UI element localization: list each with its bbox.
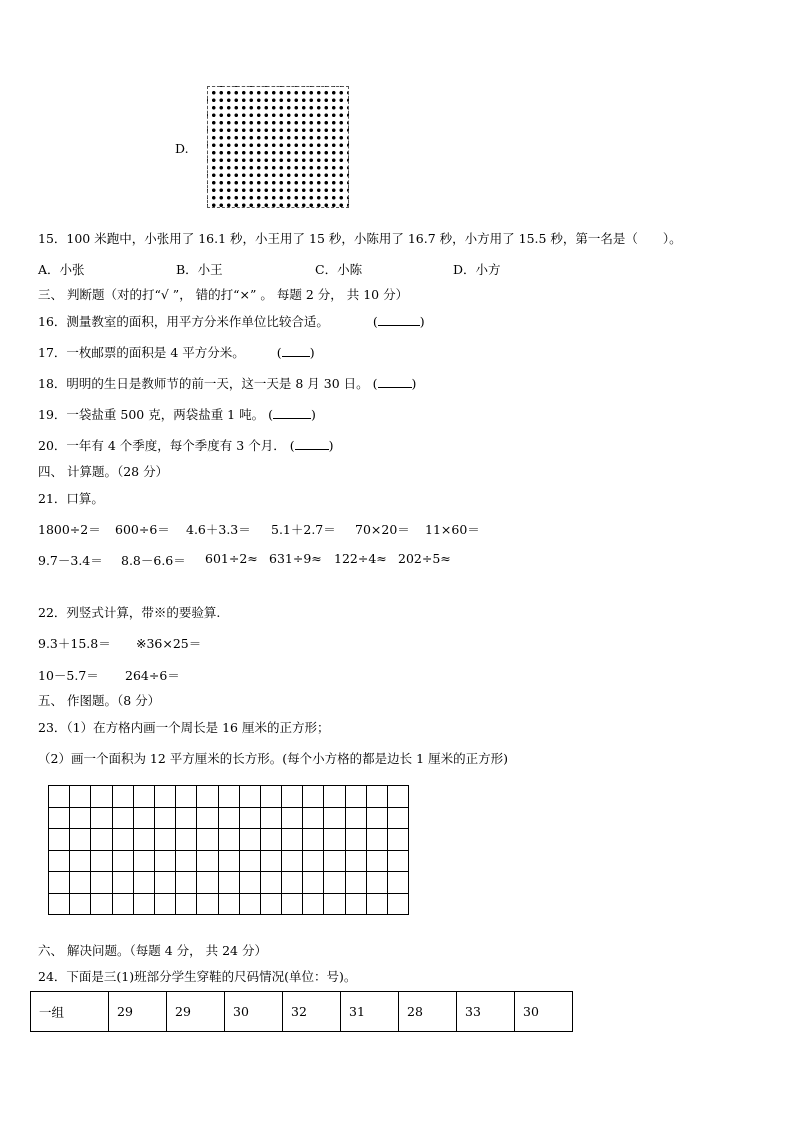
question-21-label: 21．口算。 — [38, 491, 104, 506]
answer-blank[interactable] — [273, 408, 311, 419]
grid-cell[interactable] — [49, 807, 70, 829]
table-cell: 28 — [399, 992, 457, 1032]
question-20-text: 20．一年有 4 个季度，每个季度有 3 个月． — [38, 438, 286, 453]
section-5-heading: 五、 作图题。（8 分） — [38, 693, 161, 708]
grid-cell[interactable] — [324, 786, 345, 808]
grid-row — [49, 872, 409, 894]
grid-cell[interactable] — [133, 786, 154, 808]
grid-cell[interactable] — [388, 872, 409, 894]
grid-cell[interactable] — [218, 786, 239, 808]
grid-row — [49, 807, 409, 829]
table-cell: 30 — [515, 992, 573, 1032]
grid-cell[interactable] — [324, 872, 345, 894]
grid-cell[interactable] — [239, 786, 260, 808]
grid-cell[interactable] — [70, 786, 91, 808]
grid-cell[interactable] — [303, 850, 324, 872]
q21-expr-4: 5.1＋2.7＝ — [271, 522, 336, 537]
grid-cell[interactable] — [133, 807, 154, 829]
table-cell: 33 — [457, 992, 515, 1032]
q22-expr-2: ※36×25＝ — [136, 636, 202, 651]
table-row — [31, 992, 573, 1032]
q22-expr-1: 9.3＋15.8＝ — [38, 636, 111, 651]
grid-cell[interactable] — [154, 829, 175, 851]
grid-cell[interactable] — [218, 893, 239, 915]
grid-cell[interactable] — [260, 850, 281, 872]
grid-cell[interactable] — [366, 807, 387, 829]
q21-expr-7: 9.7－3.4＝ — [38, 553, 103, 568]
grid-cell[interactable] — [239, 893, 260, 915]
grid-row — [49, 829, 409, 851]
grid-cell[interactable] — [303, 893, 324, 915]
grid-cell[interactable] — [303, 829, 324, 851]
grid-cell[interactable] — [70, 829, 91, 851]
question-17-text: 17．一枚邮票的面积是 4 平方分米。 — [38, 345, 245, 360]
grid-cell[interactable] — [154, 893, 175, 915]
grid-cell[interactable] — [91, 786, 112, 808]
grid-cell[interactable] — [176, 786, 197, 808]
table-cell: 一组 — [31, 992, 109, 1032]
section-3-heading: 三、 判断题（对的打“√ ”， 错的打“×” 。 每题 2 分， 共 10 分） — [38, 287, 409, 302]
square-grid[interactable] — [48, 785, 409, 915]
table-cell: 30 — [225, 992, 283, 1032]
grid-cell[interactable] — [154, 872, 175, 894]
grid-cell[interactable] — [260, 786, 281, 808]
q21-expr-3: 4.6＋3.3＝ — [186, 522, 251, 537]
grid-cell[interactable] — [91, 829, 112, 851]
grid-cell[interactable] — [133, 850, 154, 872]
grid-cell[interactable] — [388, 893, 409, 915]
q22-expr-4: 264÷6＝ — [125, 668, 180, 683]
question-18-text: 18．明明的生日是教师节的前一天，这一天是 8 月 30 日。 — [38, 376, 369, 391]
question-22-label: 22．列竖式计算，带※的要验算. — [38, 605, 221, 620]
grid-cell[interactable] — [176, 872, 197, 894]
grid-cell[interactable] — [388, 850, 409, 872]
grid-cell[interactable] — [197, 786, 218, 808]
grid-cell[interactable] — [197, 872, 218, 894]
grid-cell[interactable] — [176, 893, 197, 915]
grid-cell[interactable] — [366, 893, 387, 915]
table-cell: 29 — [109, 992, 167, 1032]
option-d-label: D. — [175, 141, 189, 156]
grid-cell[interactable] — [239, 807, 260, 829]
grid-cell[interactable] — [218, 850, 239, 872]
grid-cell[interactable] — [154, 850, 175, 872]
question-24-stem: 24．下面是三(1)班部分学生穿鞋的尺码情况(单位：号)。 — [38, 969, 357, 984]
grid-cell[interactable] — [345, 829, 366, 851]
grid-cell[interactable] — [49, 893, 70, 915]
q21-expr-12: 202÷5≈ — [398, 551, 451, 566]
grid-cell[interactable] — [282, 786, 303, 808]
section-4-heading: 四、 计算题。（28 分） — [38, 464, 169, 479]
grid-cell[interactable] — [49, 786, 70, 808]
question-15-option-a: A．小张 — [38, 262, 85, 277]
grid-row — [49, 893, 409, 915]
grid-cell[interactable] — [345, 786, 366, 808]
grid-cell[interactable] — [388, 786, 409, 808]
table-cell: 32 — [283, 992, 341, 1032]
question-19-text: 19．一袋盐重 500 克，两袋盐重 1 吨。 — [38, 407, 265, 422]
grid-cell[interactable] — [218, 872, 239, 894]
q21-expr-9: 601÷2≈ — [205, 551, 258, 566]
grid-cell[interactable] — [345, 850, 366, 872]
grid-cell[interactable] — [112, 807, 133, 829]
grid-cell[interactable] — [70, 872, 91, 894]
grid-cell[interactable] — [91, 872, 112, 894]
answer-blank[interactable] — [378, 377, 412, 388]
grid-row — [49, 850, 409, 872]
question-15-option-b: B．小王 — [176, 262, 223, 277]
grid-cell[interactable] — [154, 807, 175, 829]
q21-expr-8: 8.8－6.6＝ — [121, 553, 186, 568]
grid-cell[interactable] — [282, 893, 303, 915]
grid-cell[interactable] — [91, 807, 112, 829]
question-15-option-c: C．小陈 — [315, 262, 363, 277]
question-23-part-2: （2）画一个面积为 12 平方厘米的长方形。(每个小方格的都是边长 1 厘米的正方形) — [38, 751, 508, 766]
grid-cell[interactable] — [324, 893, 345, 915]
grid-cell[interactable] — [324, 850, 345, 872]
grid-cell[interactable] — [260, 872, 281, 894]
grid-cell[interactable] — [218, 807, 239, 829]
grid-cell[interactable] — [366, 850, 387, 872]
grid-cell[interactable] — [154, 786, 175, 808]
grid-cell[interactable] — [345, 807, 366, 829]
grid-cell[interactable] — [239, 829, 260, 851]
dot-grid-figure — [207, 86, 349, 208]
grid-cell[interactable] — [345, 893, 366, 915]
grid-cell[interactable] — [49, 872, 70, 894]
q22-expr-3: 10－5.7＝ — [38, 668, 99, 683]
q21-expr-10: 631÷9≈ — [269, 551, 322, 566]
grid-cell[interactable] — [260, 807, 281, 829]
q21-expr-6: 11×60＝ — [425, 522, 480, 537]
grid-cell[interactable] — [388, 829, 409, 851]
q21-expr-1: 1800÷2＝ — [38, 522, 101, 537]
question-19: 19．一袋盐重 500 克，两袋盐重 1 吨。 ( ) — [38, 407, 316, 422]
grid-cell[interactable] — [303, 872, 324, 894]
question-15-option-d: D．小方 — [453, 262, 501, 277]
grid-cell[interactable] — [366, 786, 387, 808]
question-17: 17．一枚邮票的面积是 4 平方分米。 ( ) — [38, 345, 315, 360]
grid-cell[interactable] — [70, 893, 91, 915]
grid-cell[interactable] — [70, 850, 91, 872]
grid-cell[interactable] — [91, 850, 112, 872]
question-23-part-1: 23．（1）在方格内画一个周长是 16 厘米的正方形； — [38, 720, 330, 735]
grid-cell[interactable] — [197, 807, 218, 829]
q21-expr-11: 122÷4≈ — [334, 551, 387, 566]
grid-cell[interactable] — [388, 807, 409, 829]
grid-cell[interactable] — [112, 786, 133, 808]
grid-cell[interactable] — [324, 829, 345, 851]
grid-cell[interactable] — [282, 829, 303, 851]
grid-cell[interactable] — [218, 829, 239, 851]
table-cell: 31 — [341, 992, 399, 1032]
grid-cell[interactable] — [176, 850, 197, 872]
grid-cell[interactable] — [49, 829, 70, 851]
grid-cell[interactable] — [239, 872, 260, 894]
grid-cell[interactable] — [197, 829, 218, 851]
q21-expr-2: 600÷6＝ — [115, 522, 170, 537]
grid-cell[interactable] — [133, 872, 154, 894]
grid-cell[interactable] — [324, 807, 345, 829]
grid-cell[interactable] — [345, 872, 366, 894]
grid-cell[interactable] — [112, 872, 133, 894]
section-6-heading: 六、 解决问题。（每题 4 分， 共 24 分） — [38, 943, 267, 958]
grid-cell[interactable] — [366, 872, 387, 894]
grid-cell[interactable] — [49, 850, 70, 872]
grid-cell[interactable] — [112, 829, 133, 851]
grid-cell[interactable] — [282, 850, 303, 872]
question-16-text: 16．测量教室的面积，用平方分米作单位比较合适。 — [38, 314, 329, 329]
answer-blank[interactable] — [282, 346, 310, 357]
grid-cell[interactable] — [239, 850, 260, 872]
grid-cell[interactable] — [282, 872, 303, 894]
grid-cell[interactable] — [282, 807, 303, 829]
grid-cell[interactable] — [366, 829, 387, 851]
grid-cell[interactable] — [112, 850, 133, 872]
grid-cell[interactable] — [197, 850, 218, 872]
grid-cell[interactable] — [176, 807, 197, 829]
question-15-stem: 15．100 米跑中，小张用了 16.1 秒，小王用了 15 秒，小陈用了 16.7 秒，小方用了 15.5 秒，第一名是（ ）。 — [38, 231, 682, 246]
question-16: 16．测量教室的面积，用平方分米作单位比较合适。 ( ) — [38, 314, 425, 329]
answer-blank[interactable] — [378, 315, 420, 326]
grid-cell[interactable] — [91, 893, 112, 915]
grid-cell[interactable] — [303, 807, 324, 829]
shoe-size-table — [30, 991, 573, 1032]
grid-cell[interactable] — [70, 807, 91, 829]
grid-cell[interactable] — [303, 786, 324, 808]
answer-blank[interactable] — [295, 439, 329, 450]
grid-cell[interactable] — [133, 829, 154, 851]
grid-cell[interactable] — [260, 893, 281, 915]
grid-cell[interactable] — [197, 893, 218, 915]
question-20: 20．一年有 4 个季度，每个季度有 3 个月． ( ) — [38, 438, 334, 453]
grid-cell[interactable] — [133, 893, 154, 915]
grid-cell[interactable] — [176, 829, 197, 851]
grid-cell[interactable] — [260, 829, 281, 851]
table-cell: 29 — [167, 992, 225, 1032]
q21-expr-5: 70×20＝ — [355, 522, 410, 537]
grid-row — [49, 786, 409, 808]
question-18: 18．明明的生日是教师节的前一天，这一天是 8 月 30 日。 ( ) — [38, 376, 417, 391]
grid-cell[interactable] — [112, 893, 133, 915]
